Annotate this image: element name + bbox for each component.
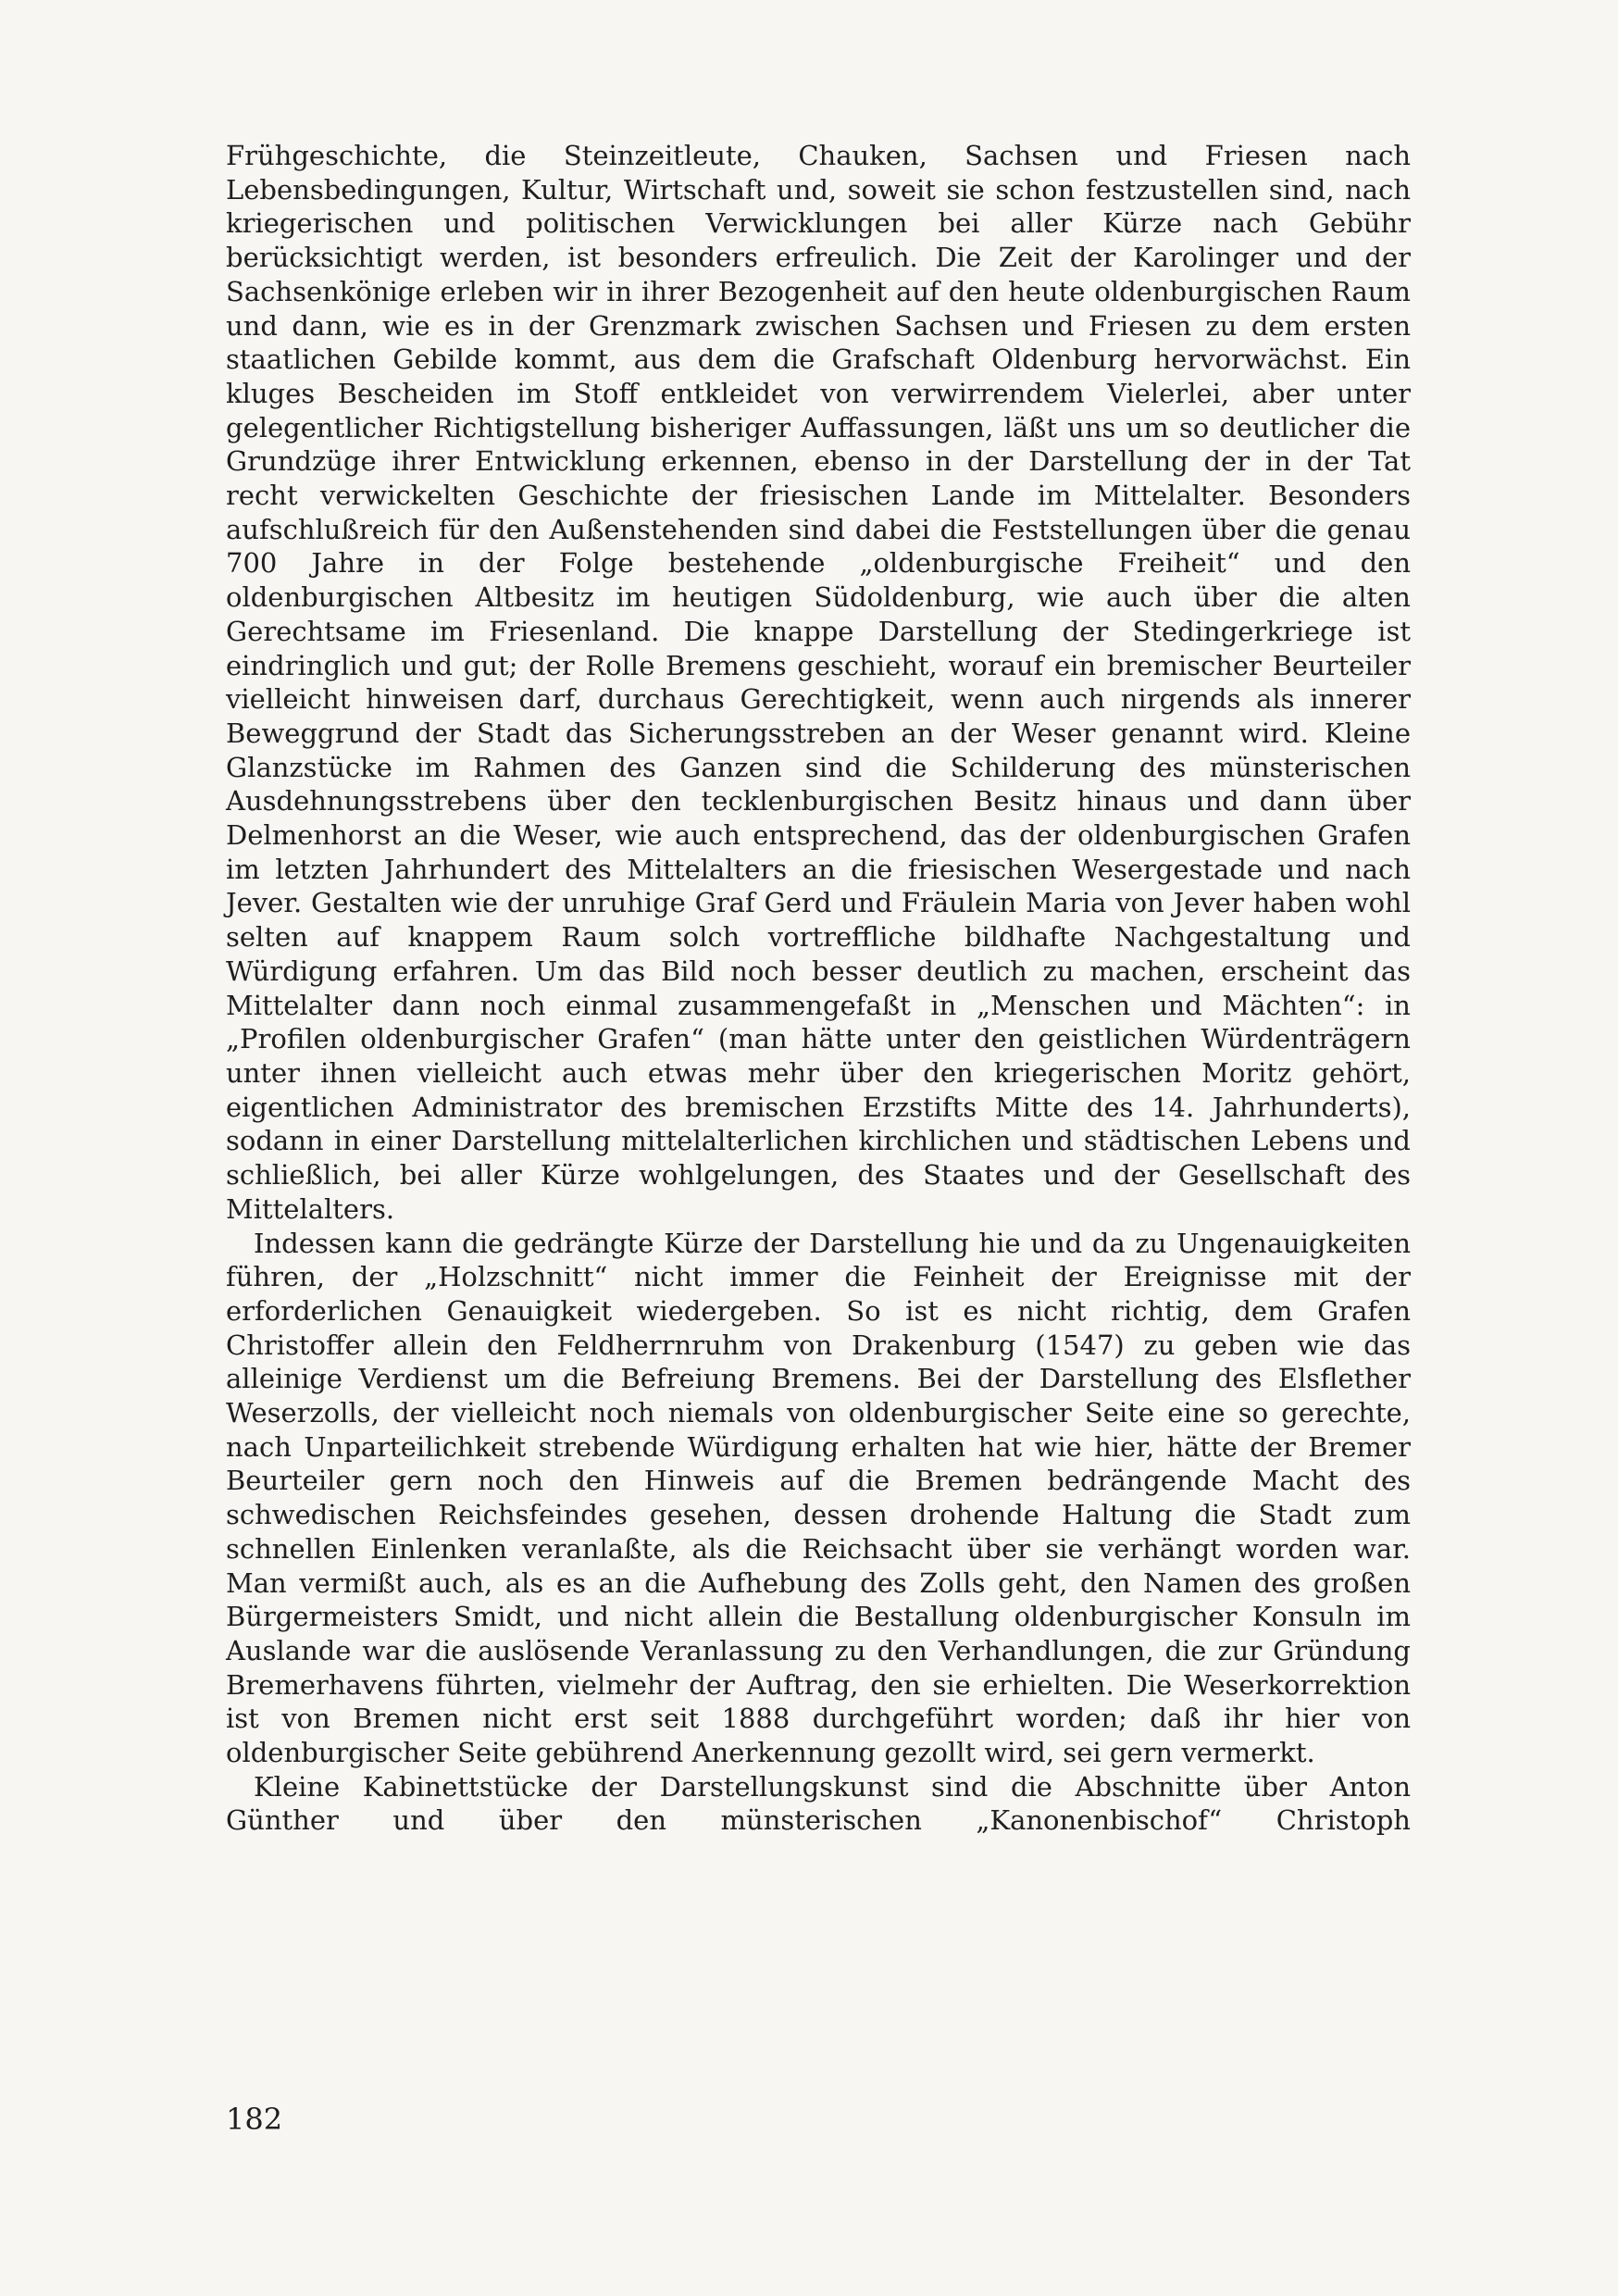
paragraph-1: Frühgeschichte, die Steinzeitleute, Chauken, Sachsen und Friesen nach Lebensbedingungen, Kultur, Wirtschaft und, soweit sie schon festzustellen sind, nach kriegerischen und politischen Verwicklungen bei aller Kürze nach Gebühr berücksichtigt werden, ist besonders erfreulich. Die Zeit der Karolinger und der Sachsenkönige erleben wir in ihrer Bezogenheit auf den heute oldenburgischen Raum und dann, wie es in der Grenzmark zwischen Sachsen und Friesen zu dem ersten staatlichen Gebilde kommt, aus dem die Grafschaft Oldenburg hervorwächst. Ein kluges Bescheiden im Stoff entkleidet von verwirrendem Vielerlei, aber unter gelegentlicher Richtigstellung bisheriger Auffassungen, läßt uns um so deutlicher die Grundzüge ihrer Entwicklung erkennen, ebenso in der Darstellung der in der Tat recht verwickelten Geschichte der friesischen Lande im Mittelalter. Besonders aufschlußreich für den Außenstehenden sind dabei die Feststellungen über die genau 700 Jahre in der Folge bestehende „oldenburgische Freiheit“ und den oldenburgischen Altbesitz im heutigen Südoldenburg, wie auch über die alten Gerechtsame im Friesenland. Die knappe Darstellung der Stedingerkriege ist eindringlich und gut; der Rolle Bremens geschieht, worauf ein bremischer Beurteiler vielleicht hinweisen darf, durchaus Gerechtigkeit, wenn auch nirgends als innerer Beweggrund der Stadt das Sicherungsstreben an der Weser genannt wird. Kleine Glanzstücke im Rahmen des Ganzen sind die Schilderung des münsterischen Ausdehnungsstrebens über den tecklenburgischen Besitz hinaus und dann über Delmenhorst an die Weser, wie auch entsprechend, das der oldenburgischen Grafen im letzten Jahrhundert des Mittelalters an die friesischen Wesergestade und nach Jever. Gestalten wie der unruhige Graf Gerd und Fräulein Maria von Jever haben wohl selten auf knappem Raum solch vortreffliche bildhafte Nachgestaltung und Würdigung erfahren. Um das Bild noch besser deutlich zu machen, erscheint das Mittelalter dann noch einmal zusammengefaßt in „Menschen und Mächten“: in „Profilen oldenburgischer Grafen“ (man hätte unter den geistlichen Würdenträgern unter ihnen vielleicht auch etwas mehr über den kriegerischen Moritz gehört, eigentlichen Administrator des bremischen Erzstifts Mitte des 14. Jahrhunderts), sodann in einer Darstellung mittelalterlichen kirchlichen und städtischen Lebens und schließlich, bei aller Kürze wohlgelungen, des Staates und der Gesellschaft des Mittelalters. [226,140,1411,1225]
paragraph-3: Kleine Kabinettstücke der Darstellungskunst sind die Abschnitte über Anton Günther und über den münsterischen „Kanonenbischof“ Christoph [226,1770,1411,1837]
body-text [226,139,1411,1838]
page-number: 182 [226,2102,283,2137]
paragraph-2: Indessen kann die gedrängte Kürze der Darstellung hie und da zu Ungenauigkeiten führen, der „Holzschnitt“ nicht immer die Feinheit der Ereignisse mit der erforderlichen Genauigkeit wiedergeben. So ist es nicht richtig, dem Grafen Christoffer allein den Feldherrnruhm von Drakenburg (1547) zu geben wie das alleinige Verdienst um die Befreiung Bremens. Bei der Darstellung des Elsflether Weserzolls, der vielleicht noch niemals von oldenburgischer Seite eine so gerechte, nach Unparteilichkeit strebende Würdigung erhalten hat wie hier, hätte der Bremer Beurteiler gern noch den Hinweis auf die Bremen bedrängende Macht des schwedischen Reichsfeindes gesehen, dessen drohende Haltung die Stadt zum schnellen Einlenken veranlaßte, als die Reichsacht über sie verhängt worden war. Man vermißt auch, als es an die Aufhebung des Zolls geht, den Namen des großen Bürgermeisters Smidt, und nicht allein die Bestallung oldenburgischer Konsuln im Auslande war die auslösende Veranlassung zu den Verhandlungen, die zur Gründung Bremerhavens führten, vielmehr der Auftrag, den sie erhielten. Die Weserkorrektion ist von Bremen nicht erst seit 1888 durchgeführt worden; daß ihr hier von oldenburgischer Seite gebührend Anerkennung gezollt wird, sei gern vermerkt. [226,1227,1411,1769]
